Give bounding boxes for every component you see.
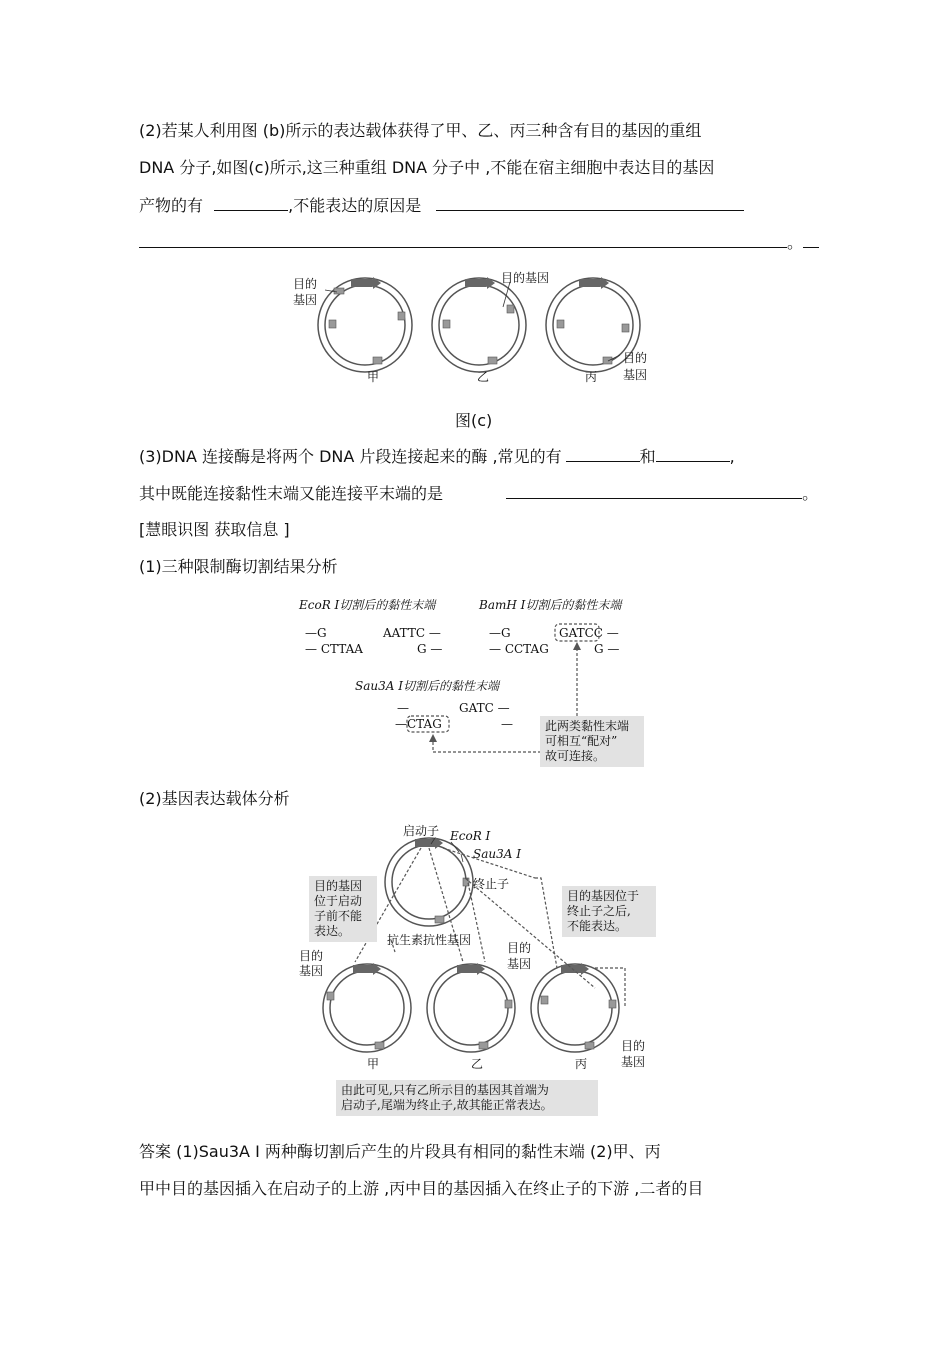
promoter-icon xyxy=(351,279,373,287)
q2-line2: DNA 分子,如图(c)所示,这三种重组 DNA 分子中 ,不能在宿主细胞中表达目的基因 xyxy=(139,158,715,177)
promoter-icon xyxy=(465,279,487,287)
answer-blank[interactable] xyxy=(656,446,730,462)
q2-line1: (2)若某人利用图 (b)所示的表达载体获得了甲、乙、丙三种含有目的基因的重组 xyxy=(139,121,702,140)
right-note xyxy=(562,886,656,937)
note-line: 目的基因 xyxy=(314,879,363,893)
q3-line1-c: , xyxy=(729,447,735,466)
name-yi: 乙 xyxy=(471,1057,484,1071)
section2-title: (2)基因表达载体分析 xyxy=(139,789,290,808)
label-target: 目的基因 xyxy=(501,271,550,285)
note-line: 由此可见,只有乙所示目的基因其首端为 xyxy=(341,1083,549,1097)
q2-line3 xyxy=(139,195,744,216)
ecor-top-left: —G xyxy=(305,626,327,640)
name-jia: 甲 xyxy=(367,1057,380,1071)
sticky-ends-note xyxy=(540,716,644,767)
bamh-bot-right: G — xyxy=(594,642,620,656)
note-line: 表达。 xyxy=(314,924,351,938)
name-bing: 丙 xyxy=(585,370,598,384)
label-target-b: 基因 xyxy=(623,368,648,382)
q3-line1-b: 和 xyxy=(639,447,656,466)
ecor-bot-left: — CTTAA xyxy=(305,642,363,656)
sau-bot-right: — xyxy=(501,717,513,731)
ecor-top-right: AATTC — xyxy=(383,626,441,640)
q3-line2-text: 其中既能连接黏性末端又能连接平末端的是 xyxy=(139,484,444,503)
note-line: 可相互“配对” xyxy=(545,734,618,748)
q3-line2 xyxy=(139,483,818,504)
note-line: 子前不能 xyxy=(314,909,363,923)
bamh-top-right: GATCC — xyxy=(559,626,619,640)
note-line: 此两类黏性末端 xyxy=(545,719,630,733)
ecor-label: EcoR Ⅰ xyxy=(450,829,491,843)
antibiotic-label: 抗生素抗性基因 xyxy=(387,933,472,947)
label-target-a: 目的 xyxy=(293,277,318,291)
left-note xyxy=(309,876,377,942)
note-line: 故可连接。 xyxy=(545,749,606,763)
ecor-title: EcoR Ⅰ切割后的黏性末端 xyxy=(299,598,436,612)
target-label-b: 基因 xyxy=(621,1055,646,1069)
q2-line3-b: ,不能表达的原因是 xyxy=(288,196,422,215)
bamh-title: BamH Ⅰ切割后的黏性末端 xyxy=(479,598,622,612)
answer-blank[interactable] xyxy=(214,195,288,211)
target-label-b: 基因 xyxy=(299,964,324,978)
note-line: 不能表达。 xyxy=(567,919,628,933)
bamh-top-left: —G xyxy=(489,626,511,640)
ecor-bot-right: G — xyxy=(417,642,443,656)
expression-vector-figure xyxy=(295,818,655,1073)
answer-line2: 甲中目的基因插入在启动子的上游 ,丙中目的基因插入在终止子的下游 ,二者的目 xyxy=(139,1179,704,1198)
section1-title: (1)三种限制酶切割结果分析 xyxy=(139,557,338,576)
note-line: 目的基因位于 xyxy=(567,889,640,903)
sau-bot-left: —CTAG xyxy=(395,717,442,731)
figure-c xyxy=(285,262,655,392)
target-label-a: 目的 xyxy=(621,1039,646,1053)
q3-line1 xyxy=(139,446,735,467)
target-label-a: 目的 xyxy=(299,949,324,963)
sau-title: Sau3A Ⅰ切割后的黏性末端 xyxy=(355,679,499,693)
name-bing: 丙 xyxy=(575,1057,588,1071)
insight-heading: [慧眼识图 获取信息 ] xyxy=(139,520,290,539)
q2-line4 xyxy=(139,232,819,253)
note-line: 终止子之后, xyxy=(567,904,631,918)
answer-blank[interactable] xyxy=(436,195,744,211)
q2-line3-a: 产物的有 xyxy=(139,196,204,215)
target-label-a: 目的 xyxy=(507,941,532,955)
label-target-b: 基因 xyxy=(293,293,318,307)
sau-top-left: — xyxy=(397,701,409,715)
note-line: 位于启动 xyxy=(314,894,363,908)
terminator-label: 终止子 xyxy=(473,877,510,891)
target-label-b: 基因 xyxy=(507,957,532,971)
answer-blank[interactable] xyxy=(506,483,802,499)
q3-line2-end: 。 xyxy=(802,484,819,503)
answer-blank[interactable] xyxy=(139,232,787,248)
sau-label: Sau3A Ⅰ xyxy=(473,847,521,861)
conclusion-note xyxy=(336,1080,598,1116)
note-line: 启动子,尾端为终止子,故其能正常表达。 xyxy=(341,1098,553,1112)
name-jia: 甲 xyxy=(367,370,380,384)
promoter-icon xyxy=(579,279,601,287)
q2-line4-end: 。 xyxy=(787,233,804,252)
name-yi: 乙 xyxy=(477,370,490,384)
bamh-bot-left: — CCTAG xyxy=(489,642,549,656)
figure-caption: 图(c) xyxy=(455,411,493,430)
promoter-label: 启动子 xyxy=(403,824,440,838)
answer-line1: 答案 (1)Sau3A Ⅰ 两种酶切割后产生的片段具有相同的黏性末端 (2)甲、丙 xyxy=(139,1142,661,1161)
q3-line1-a: (3)DNA 连接酶是将两个 DNA 片段连接起来的酶 ,常见的有 xyxy=(139,447,562,466)
sau-top-right: GATC — xyxy=(459,701,510,715)
label-target-a: 目的 xyxy=(623,351,648,365)
answer-blank[interactable] xyxy=(566,446,640,462)
